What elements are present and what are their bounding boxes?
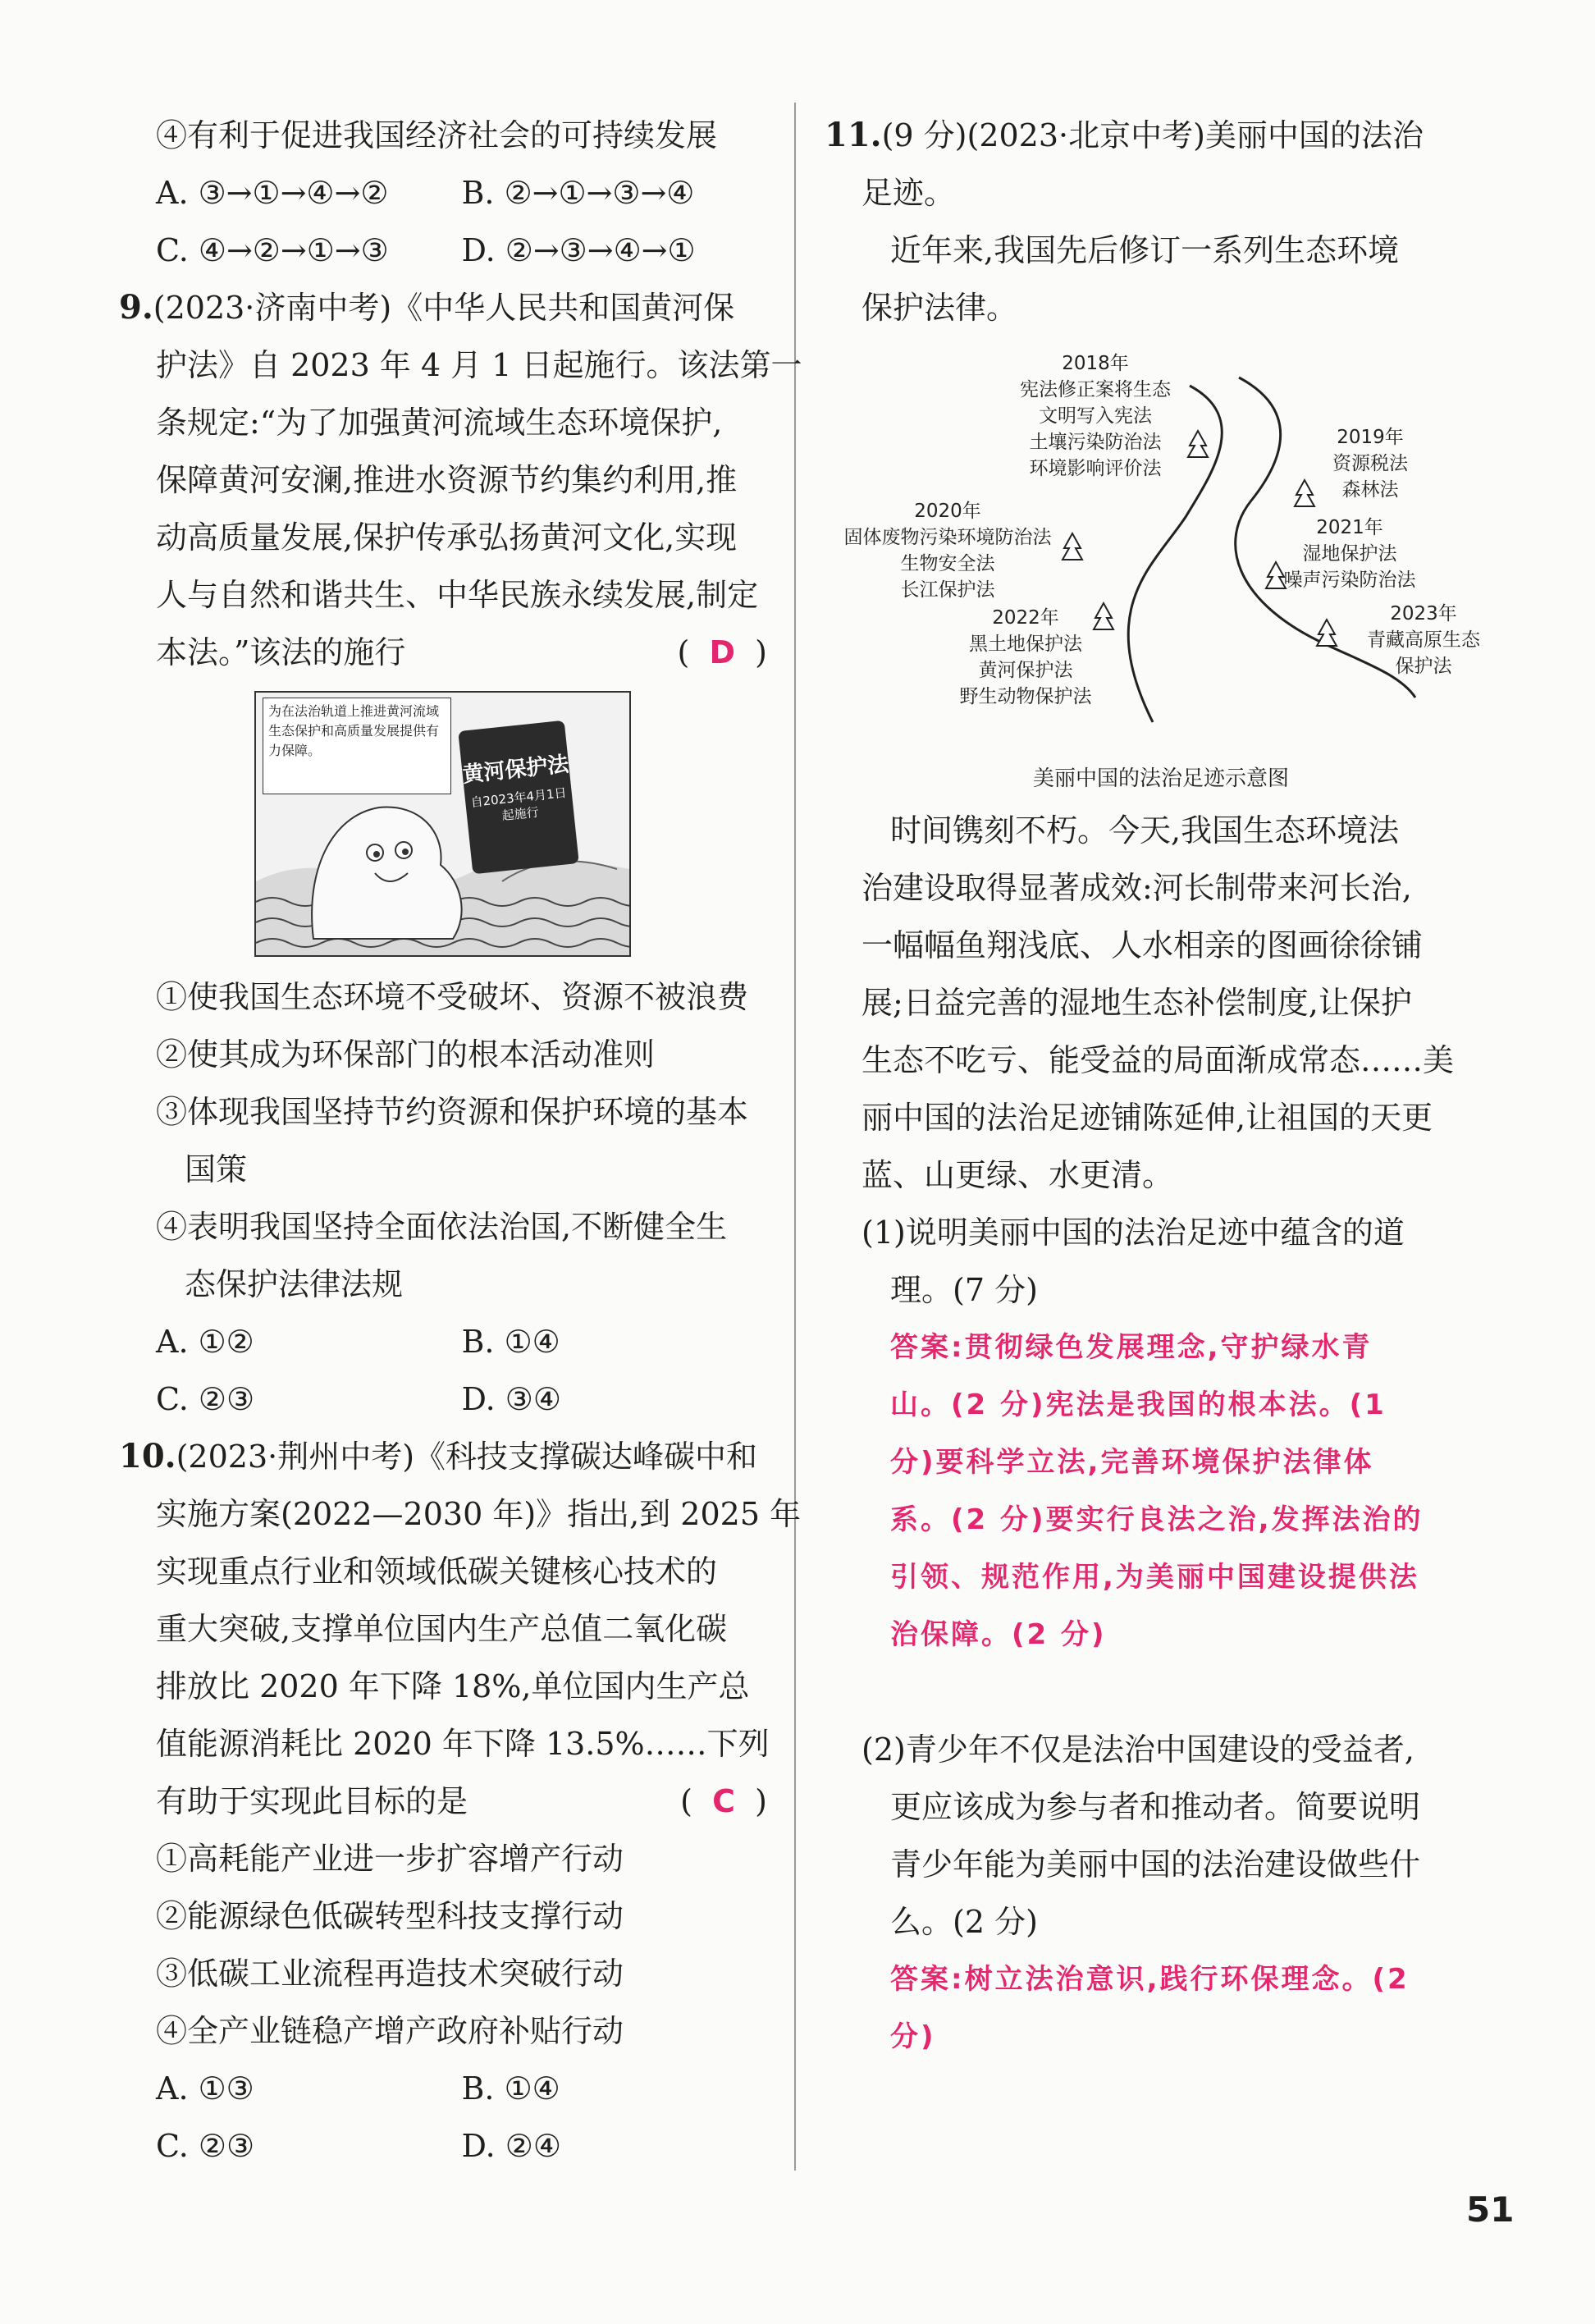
q11-answer1-line5: 引领、规范作用,为美丽中国建设提供法 xyxy=(890,1561,1419,1594)
q10-line-1: 10.(2023·荆州中考)《科技支撑碳达峰碳中和 xyxy=(119,1437,758,1475)
map-2018-line3: 土壤污染防治法 xyxy=(1029,432,1162,453)
q11-para-4: 展;日益完善的湿地生态补偿制度,让保护 xyxy=(861,985,1412,1021)
q9-item-2: ②使其成为环保部门的根本活动准则 xyxy=(156,1036,656,1073)
q11-answer1-line3: 分)要科学立法,完善环境保护法律体 xyxy=(890,1446,1374,1479)
map-2019-line2: 森林法 xyxy=(1341,479,1399,501)
q11-sub2-line4: 么。(2 分) xyxy=(890,1904,1038,1940)
book-title: 黄河保护法 xyxy=(461,752,570,788)
right-column xyxy=(825,107,1497,2066)
q10-line-2: 实施方案(2022—2030 年)》指出,到 2025 年 xyxy=(156,1496,802,1532)
q11-sub2-line3: 青少年能为美丽中国的法治建设做些什 xyxy=(890,1846,1421,1883)
left-column xyxy=(119,107,802,2175)
q9-options-row2 xyxy=(119,1370,767,1428)
q10-option-d: D. ②④ xyxy=(461,2128,561,2164)
q10-item-2: ②能源绿色低碳转型科技支撑行动 xyxy=(156,1898,624,1934)
q9-line-1: 9.(2023·济南中考)《中华人民共和国黄河保 xyxy=(119,288,735,327)
q8-item-4: ④有利于促进我国经济社会的可持续发展 xyxy=(156,117,718,153)
q9-option-b: B. ①④ xyxy=(461,1324,560,1360)
q11-number: 11. xyxy=(825,116,882,154)
q9-answer: D xyxy=(709,634,736,670)
map-2023-line2: 保护法 xyxy=(1395,656,1452,677)
law-footprint-map xyxy=(825,336,1497,755)
q11-para-7: 蓝、山更绿、水更清。 xyxy=(861,1157,1174,1193)
q11-para-5: 生态不吃亏、能受益的局面渐成常态……美 xyxy=(861,1042,1455,1078)
cartoon-speech-box: 为在法治轨道上推进黄河流域生态保护和高质量发展提供有力保障。 xyxy=(263,698,451,794)
q11-answer2-line1: 答案:树立法治意识,践行环保理念。(2 xyxy=(890,1963,1410,1996)
map-2020-year: 2020年 xyxy=(914,501,981,522)
q11-answer1-line1: 答案:贯彻绿色发展理念,守护绿水青 xyxy=(890,1331,1373,1364)
q9-number: 9. xyxy=(119,288,153,327)
map-2023-line1: 青藏高原生态 xyxy=(1367,629,1480,651)
map-2020-line1: 固体废物污染环境防治法 xyxy=(843,527,1052,548)
q9-line-5: 动高质量发展,保护传承弘扬黄河文化,实现 xyxy=(156,519,738,556)
tree-icon xyxy=(1317,620,1337,646)
map-2018-line4: 环境影响评价法 xyxy=(1029,458,1162,479)
q10-options-row2 xyxy=(119,2117,767,2175)
q9-item-3: ③体现我国坚持节约资源和保护环境的基本 xyxy=(156,1094,749,1130)
q9-options-row1 xyxy=(119,1313,767,1370)
q9-option-a: A. ①② xyxy=(156,1324,254,1360)
q9-line-4: 保障黄河安澜,推进水资源节约集约利用,推 xyxy=(156,462,738,498)
q10-line-5: 排放比 2020 年下降 18%,单位国内生产总 xyxy=(156,1668,750,1704)
q11-answer2-line2: 分) xyxy=(890,2020,936,2053)
book-subtitle: 自2023年4月1日起施行 xyxy=(469,785,568,824)
map-2023-year: 2023年 xyxy=(1390,603,1457,624)
tree-icon xyxy=(1188,431,1208,457)
q10-line-3: 实现重点行业和领域低碳关键核心技术的 xyxy=(156,1553,718,1590)
page-number: 51 xyxy=(1466,2189,1515,2230)
q8-options-row1 xyxy=(119,164,767,222)
map-2021-year: 2021年 xyxy=(1316,517,1383,538)
map-2022-line2: 黄河保护法 xyxy=(978,660,1073,681)
q9-line-6: 人与自然和谐共生、中华民族永续发展,制定 xyxy=(156,577,759,613)
map-2018-year: 2018年 xyxy=(1062,353,1129,374)
map-2022-year: 2022年 xyxy=(992,607,1059,629)
q9-line-2: 护法》自 2023 年 4 月 1 日起施行。该法第一 xyxy=(156,347,802,383)
q9-line-7: 本法。”该法的施行 ( D ) xyxy=(119,624,767,681)
tree-icon xyxy=(1094,603,1113,629)
q10-item-1: ①高耗能产业进一步扩容增产行动 xyxy=(156,1841,624,1877)
q9-line-3: 条规定:“为了加强黄河流域生态环境保护, xyxy=(156,405,723,441)
q9-item-1: ①使我国生态环境不受破坏、资源不被浪费 xyxy=(156,979,749,1015)
q9-item-3-cont: 国策 xyxy=(185,1151,248,1187)
map-2021-line2: 噪声污染防治法 xyxy=(1283,570,1416,591)
q9-answer-bracket: ( D ) xyxy=(677,634,767,670)
q11-para-6: 丽中国的法治足迹铺陈延伸,让祖国的天更 xyxy=(861,1100,1433,1136)
q10-item-3: ③低碳工业流程再造技术突破行动 xyxy=(156,1956,624,1992)
q11-sub1-line2: 理。(7 分) xyxy=(890,1272,1038,1308)
q10-option-a: A. ①③ xyxy=(156,2070,254,2107)
q11-answer1-line4: 系。(2 分)要实行良法之治,发挥法治的 xyxy=(890,1503,1424,1536)
q11-sub2-line1: (2)青少年不仅是法治中国建设的受益者, xyxy=(861,1732,1414,1768)
q10-answer-bracket: ( C ) xyxy=(680,1783,767,1819)
q8-options-row2 xyxy=(119,222,767,279)
q11-para-2: 治建设取得显著成效:河长制带来河长治, xyxy=(861,870,1412,906)
map-2020-line2: 生物安全法 xyxy=(900,553,995,574)
q11-answer1-line2: 山。(2 分)宪法是我国的根本法。(1 xyxy=(890,1388,1387,1421)
q10-option-c: C. ②③ xyxy=(156,2128,255,2164)
q11-sub2-line2: 更应该成为参与者和推动者。简要说明 xyxy=(890,1789,1421,1825)
q8-option-d: D. ②→③→④→① xyxy=(461,232,696,268)
q11-head-2: 足迹。 xyxy=(861,175,956,211)
q10-option-b: B. ①④ xyxy=(461,2070,560,2107)
tree-icon xyxy=(1295,480,1314,506)
q11-head: 11.(9 分)(2023·北京中考)美丽中国的法治 xyxy=(825,116,1424,154)
map-2019-year: 2019年 xyxy=(1337,427,1404,448)
q9-cartoon xyxy=(254,691,631,957)
map-2021-line1: 湿地保护法 xyxy=(1302,543,1397,565)
q11-para-1: 时间镌刻不朽。今天,我国生态环境法 xyxy=(890,812,1400,849)
map-caption: 美丽中国的法治足迹示意图 xyxy=(1032,766,1289,791)
q9-item-4: ④表明我国坚持全面依法治国,不断健全生 xyxy=(156,1209,728,1245)
q10-line-7: 有助于实现此目标的是 ( C ) xyxy=(119,1773,767,1830)
map-2018-line1: 宪法修正案将生态 xyxy=(1020,379,1171,400)
q9-item-4-cont: 态保护法律法规 xyxy=(185,1266,404,1302)
q8-option-c: C. ④→②→①→③ xyxy=(156,232,389,268)
q11-intro-2: 保护法律。 xyxy=(861,290,1018,326)
q8-option-b: B. ②→①→③→④ xyxy=(461,175,695,211)
q11-answer1-line6: 治保障。(2 分) xyxy=(890,1618,1107,1651)
q9-option-c: C. ②③ xyxy=(156,1381,255,1417)
column-divider xyxy=(794,103,796,2171)
law-book xyxy=(458,721,579,875)
map-2022-line1: 黑土地保护法 xyxy=(969,634,1082,655)
q8-option-a: A. ③→①→④→② xyxy=(156,175,389,211)
q11-sub1-line1: (1)说明美丽中国的法治足迹中蕴含的道 xyxy=(861,1215,1405,1251)
map-2020-line3: 长江保护法 xyxy=(900,579,995,601)
map-2018-line2: 文明写入宪法 xyxy=(1039,405,1152,427)
q10-number: 10. xyxy=(119,1437,176,1475)
q11-para-3: 一幅幅鱼翔浅底、人水相亲的图画徐徐铺 xyxy=(861,927,1424,963)
tree-icon xyxy=(1063,533,1082,560)
map-2022-line3: 野生动物保护法 xyxy=(959,686,1092,707)
q10-options-row1 xyxy=(119,2060,767,2117)
q9-option-d: D. ③④ xyxy=(461,1381,561,1417)
q10-line-4: 重大突破,支撑单位国内生产总值二氧化碳 xyxy=(156,1611,728,1647)
map-2019-line1: 资源税法 xyxy=(1332,453,1408,474)
q10-line-6: 值能源消耗比 2020 年下降 13.5%……下列 xyxy=(156,1726,770,1762)
tree-icon xyxy=(1266,562,1286,588)
q10-item-4: ④全产业链稳产增产政府补贴行动 xyxy=(156,2013,624,2049)
q10-answer: C xyxy=(712,1783,736,1819)
q11-intro-1: 近年来,我国先后修订一系列生态环境 xyxy=(890,232,1400,268)
